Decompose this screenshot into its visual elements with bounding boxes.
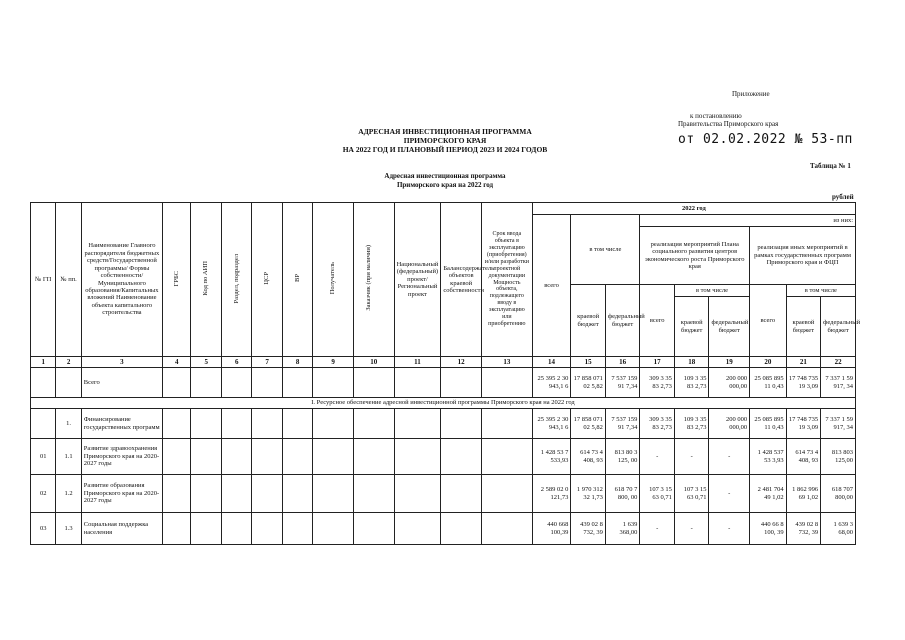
empty-cell [252,513,282,545]
col-number: 8 [282,357,312,368]
row-value: 813 80 3 125, 00 [605,439,640,475]
empty-cell [252,409,282,439]
empty-cell [221,475,251,513]
header-other-total: всего [750,285,787,357]
resolution-line-2: Правительства Приморского края [678,120,779,128]
header-plan-federal: федеральный бюджет [709,297,750,357]
subtitle-line-1: Адресная инвестиционная программа [384,172,506,180]
row-value: 7 337 1 59 917, 34 [821,409,856,439]
header-other-incl: в том числе [786,285,855,297]
col-number: 22 [821,357,856,368]
empty-cell [163,439,191,475]
row-pp: 1.3 [56,513,81,545]
col-number: 5 [191,357,221,368]
header-grbs [163,203,191,357]
row-value: 1 970 312 32 1,73 [571,475,606,513]
row-value: 107 3 15 63 0,71 [674,475,709,513]
section-title: I. Ресурсное обеспечение адресной инвестиционной программы Приморского края на 2022 год [31,398,856,409]
row-value: 614 73 4 408, 93 [571,439,606,475]
col-number: 1 [31,357,56,368]
row-gp: 01 [31,439,56,475]
row-value: 7 537 159 91 7,34 [605,409,640,439]
table-row [31,475,856,513]
empty-cell [481,439,532,475]
empty-cell [191,475,221,513]
row-name: Социальная поддержка населения [81,513,162,545]
row-value: - [709,513,750,545]
col-number: 20 [750,357,787,368]
header-customer [353,203,394,357]
empty-cell [221,409,251,439]
empty-cell [441,409,482,439]
empty-cell [353,475,394,513]
header-recipient [313,203,354,357]
header-incl: в том числе [571,215,640,285]
title-line-1: АДРЕСНАЯ ИНВЕСТИЦИОННАЯ ПРОГРАММА [358,127,532,136]
header-csr-text: ЦСР [263,271,271,285]
row-value: 7 537 159 91 7,34 [605,368,640,398]
row-value: 109 3 35 83 2,73 [674,368,709,398]
row-pp [56,368,81,398]
header-deadline: Срок ввода объекта в эксплуатацию (приобретения) и/или разработки проектной документации Мощность объекта, подлежащего вводу в эксплуатацию или приобретению [481,203,532,357]
row-value: 614 73 4 408, 93 [786,439,821,475]
empty-cell [394,409,441,439]
resolution-line-1: к постановлению [690,112,742,120]
empty-cell [163,513,191,545]
empty-cell [441,475,482,513]
row-value: 309 3 35 83 2,73 [640,409,675,439]
empty-cell [441,439,482,475]
empty-cell [221,368,251,398]
empty-cell [353,409,394,439]
row-value: 1 639 3 68,00 [821,513,856,545]
header-plan-regional: краевой бюджет [674,297,709,357]
row-value: 25 085 895 11 0,43 [750,409,787,439]
col-number: 10 [353,357,394,368]
empty-cell [221,513,251,545]
row-value: 25 395 2 30 943,1 6 [532,409,571,439]
header-other-program: реализация иных мероприятий в рамках государственных программ Приморского края и ФЦП [750,227,856,285]
empty-cell [282,513,312,545]
row-value: 200 000 000,00 [709,409,750,439]
empty-cell [353,368,394,398]
header-regional-budget: краевой бюджет [571,285,606,357]
col-number: 3 [81,357,162,368]
subtitle-line-2: Приморского края на 2022 год [396,181,494,189]
row-value: 109 3 35 83 2,73 [674,409,709,439]
row-value: 17 858 071 02 5,82 [571,368,606,398]
empty-cell [282,409,312,439]
row-gp: 03 [31,513,56,545]
table-row [31,409,856,439]
empty-cell [252,439,282,475]
header-other-federal: федеральный бюджет [821,297,856,357]
empty-cell [353,439,394,475]
empty-cell [353,513,394,545]
row-value: 107 3 15 63 0,71 [640,475,675,513]
header-gp: № ГП [31,203,56,357]
row-value: 17 748 735 19 3,09 [786,368,821,398]
col-number: 13 [481,357,532,368]
row-value: 309 3 35 83 2,73 [640,368,675,398]
col-number: 7 [252,357,282,368]
col-number: 15 [571,357,606,368]
row-gp [31,368,56,398]
header-vr [282,203,312,357]
header-total: всего [532,215,571,357]
header-plan-incl: в том числе [674,285,749,297]
row-value: 1 862 996 69 1,02 [786,475,821,513]
empty-cell [191,439,221,475]
empty-cell [282,368,312,398]
empty-cell [441,368,482,398]
row-value: - [674,439,709,475]
header-pp: № пп. [56,203,81,357]
row-value: 439 02 8 732, 39 [786,513,821,545]
header-federal-budget: федеральный бюджет [605,285,640,357]
empty-cell [313,475,354,513]
title-line-2: ПРИМОРСКОГО КРАЯ [403,136,487,145]
col-number: 19 [709,357,750,368]
row-value: 17 858 071 02 5,82 [571,409,606,439]
empty-cell [191,513,221,545]
header-plan-program: реализация мероприятий Плана социального развития центров экономического роста Приморского края [640,227,750,285]
header-razdel [221,203,251,357]
row-value: - [640,439,675,475]
header-other-regional: краевой бюджет [786,297,821,357]
empty-cell [221,439,251,475]
row-value: 2 481 704 49 1,02 [750,475,787,513]
row-value: - [709,475,750,513]
empty-cell [282,439,312,475]
header-recipient-text: Получатель [329,262,337,295]
col-number: 6 [221,357,251,368]
row-name: Развитие здравоохранения Приморского края на 2020-2027 годы [81,439,162,475]
empty-cell [394,475,441,513]
col-number: 14 [532,357,571,368]
row-value: 2 589 02 0 121,73 [532,475,571,513]
header-csr [252,203,282,357]
header-aip-text: Код по АИП [202,261,210,296]
resolution-stamp: от 02.02.2022 № 53-пп [678,132,853,147]
appendix-label: Приложение [732,90,770,98]
row-value: 618 707 800,00 [821,475,856,513]
empty-cell [163,409,191,439]
empty-cell [163,368,191,398]
header-of-them: из них: [640,215,856,227]
col-number: 21 [786,357,821,368]
row-value: 7 337 1 59 917, 34 [821,368,856,398]
row-value: 813 803 125,00 [821,439,856,475]
row-name: Развитие образования Приморского края на 2020-2027 годы [81,475,162,513]
col-number: 11 [394,357,441,368]
col-number: 9 [313,357,354,368]
table-row [31,439,856,475]
empty-cell [394,513,441,545]
row-value: 200 000 000,00 [709,368,750,398]
empty-cell [313,409,354,439]
header-vr-text: ВР [293,274,301,283]
investment-table [30,202,861,545]
row-name: Финансирование государственных программ [81,409,162,439]
header-national-project: Национальный (федеральный) проект/ Региональный проект [394,203,441,357]
header-customer-text: Заказчик (при наличии) [364,245,372,312]
header-plan-total: всего [640,285,675,357]
row-value: 25 395 2 30 943,1 6 [532,368,571,398]
title-line-3: НА 2022 ГОД И ПЛАНОВЫЙ ПЕРИОД 2023 И 2024 ГОДОВ [342,145,548,154]
row-value: 440 66 8 100, 39 [750,513,787,545]
row-pp: 1.2 [56,475,81,513]
empty-cell [441,513,482,545]
row-value: 1 639 368,00 [605,513,640,545]
row-name: Всего [81,368,162,398]
empty-cell [481,368,532,398]
col-number: 18 [674,357,709,368]
empty-cell [481,475,532,513]
row-value: 1 428 537 53 3,93 [750,439,787,475]
col-number: 4 [163,357,191,368]
row-value: - [640,513,675,545]
table-row [31,513,856,545]
header-grbs-text: ГРБС [173,270,181,286]
empty-cell [394,439,441,475]
row-value: 618 70 7 800, 00 [605,475,640,513]
header-name: Наименование Главного распорядителя бюджетных средств/Государственной программы/ Формы собственности/Муниципального образования/Капитальных вложений Наименование объекта капитального строительства [81,203,162,357]
empty-cell [313,368,354,398]
empty-cell [313,439,354,475]
header-year: 2022 год [532,203,855,215]
row-pp: 1. [56,409,81,439]
empty-cell [191,409,221,439]
row-value: 25 085 895 11 0,43 [750,368,787,398]
empty-cell [282,475,312,513]
col-number: 2 [56,357,81,368]
empty-cell [252,475,282,513]
header-razdel-text: Раздел, подраздел [232,253,240,304]
row-value: 1 428 53 7 533,93 [532,439,571,475]
row-value: 440 668 100,39 [532,513,571,545]
row-pp: 1.1 [56,439,81,475]
empty-cell [481,513,532,545]
empty-cell [252,368,282,398]
empty-cell [481,409,532,439]
col-number: 16 [605,357,640,368]
row-value: 439 02 8 732, 39 [571,513,606,545]
header-aip [191,203,221,357]
currency-label: рублей [832,193,854,201]
row-value: - [674,513,709,545]
empty-cell [394,368,441,398]
col-number: 17 [640,357,675,368]
empty-cell [163,475,191,513]
header-balance-holder: Балансодержатель объектов краевой собственности [441,203,482,357]
empty-cell [313,513,354,545]
row-value: 17 748 735 19 3,09 [786,409,821,439]
row-gp [31,409,56,439]
col-number: 12 [441,357,482,368]
table-row [31,368,856,398]
row-value: - [709,439,750,475]
row-gp: 02 [31,475,56,513]
empty-cell [191,368,221,398]
table-label: Таблица № 1 [810,162,851,170]
